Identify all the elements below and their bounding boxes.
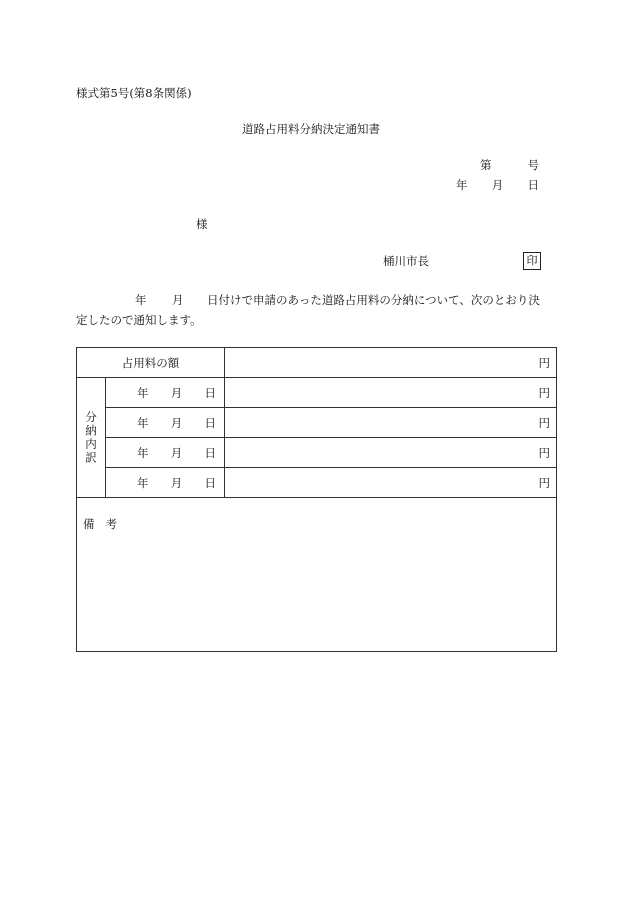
installment-month: 月 (170, 415, 183, 430)
doc-number-dai: 第 (480, 158, 492, 172)
breakdown-label: 分納内訳 (77, 378, 106, 498)
installment-month: 月 (170, 445, 183, 460)
amount-value-cell[interactable]: 円 (225, 348, 557, 378)
installment-row (77, 438, 557, 468)
installment-amount-cell[interactable]: 円 (225, 468, 557, 498)
installment-month: 月 (170, 475, 183, 490)
installment-day: 日 (204, 385, 216, 400)
installment-year: 年 (137, 475, 149, 490)
issue-date-month: 月 (491, 178, 504, 192)
document-number (480, 160, 539, 172)
issue-date-day: 日 (527, 178, 539, 192)
remarks-label-kou: 考 (105, 517, 117, 531)
remarks-label (83, 516, 117, 532)
installment-date-cell[interactable] (106, 438, 225, 468)
installment-date-cell[interactable] (106, 408, 225, 438)
body-line-1: 日付けで申請のあった道路占用料の分納について、次のとおり決 (207, 293, 540, 307)
remarks-label-bi: 備 (83, 517, 95, 531)
installment-row (77, 468, 557, 498)
installment-day: 日 (204, 415, 216, 430)
amount-row (77, 348, 557, 378)
installment-year: 年 (137, 415, 149, 430)
seal-mark: 印 (523, 252, 541, 270)
installment-day: 日 (204, 475, 216, 490)
installment-year: 年 (137, 445, 149, 460)
issue-date-year: 年 (456, 178, 468, 192)
installment-date-cell[interactable] (106, 378, 225, 408)
remarks-cell[interactable] (77, 498, 557, 652)
doc-number-go: 号 (527, 158, 539, 172)
body-line-2: 定したので通知します。 (76, 313, 202, 327)
installment-amount-cell[interactable]: 円 (225, 438, 557, 468)
amount-label: 占用料の額 (77, 348, 225, 378)
remarks-row (77, 498, 557, 652)
addressee-suffix: 様 (196, 217, 208, 231)
installment-month: 月 (170, 385, 183, 400)
installment-amount-cell[interactable]: 円 (225, 378, 557, 408)
installment-year: 年 (137, 385, 149, 400)
form-number: 様式第5号(第8条関係) (76, 86, 192, 100)
issuer: 桶川市長 (383, 254, 429, 268)
body-year: 年 (135, 293, 147, 307)
issue-date (456, 180, 539, 192)
installment-table (76, 347, 557, 652)
body-month: 月 (172, 293, 184, 307)
document-title: 道路占用料分納決定通知書 (242, 122, 380, 136)
installment-row (77, 408, 557, 438)
installment-date-cell[interactable] (106, 468, 225, 498)
installment-row (77, 378, 557, 408)
installment-day: 日 (204, 445, 216, 460)
installment-amount-cell[interactable]: 円 (225, 408, 557, 438)
